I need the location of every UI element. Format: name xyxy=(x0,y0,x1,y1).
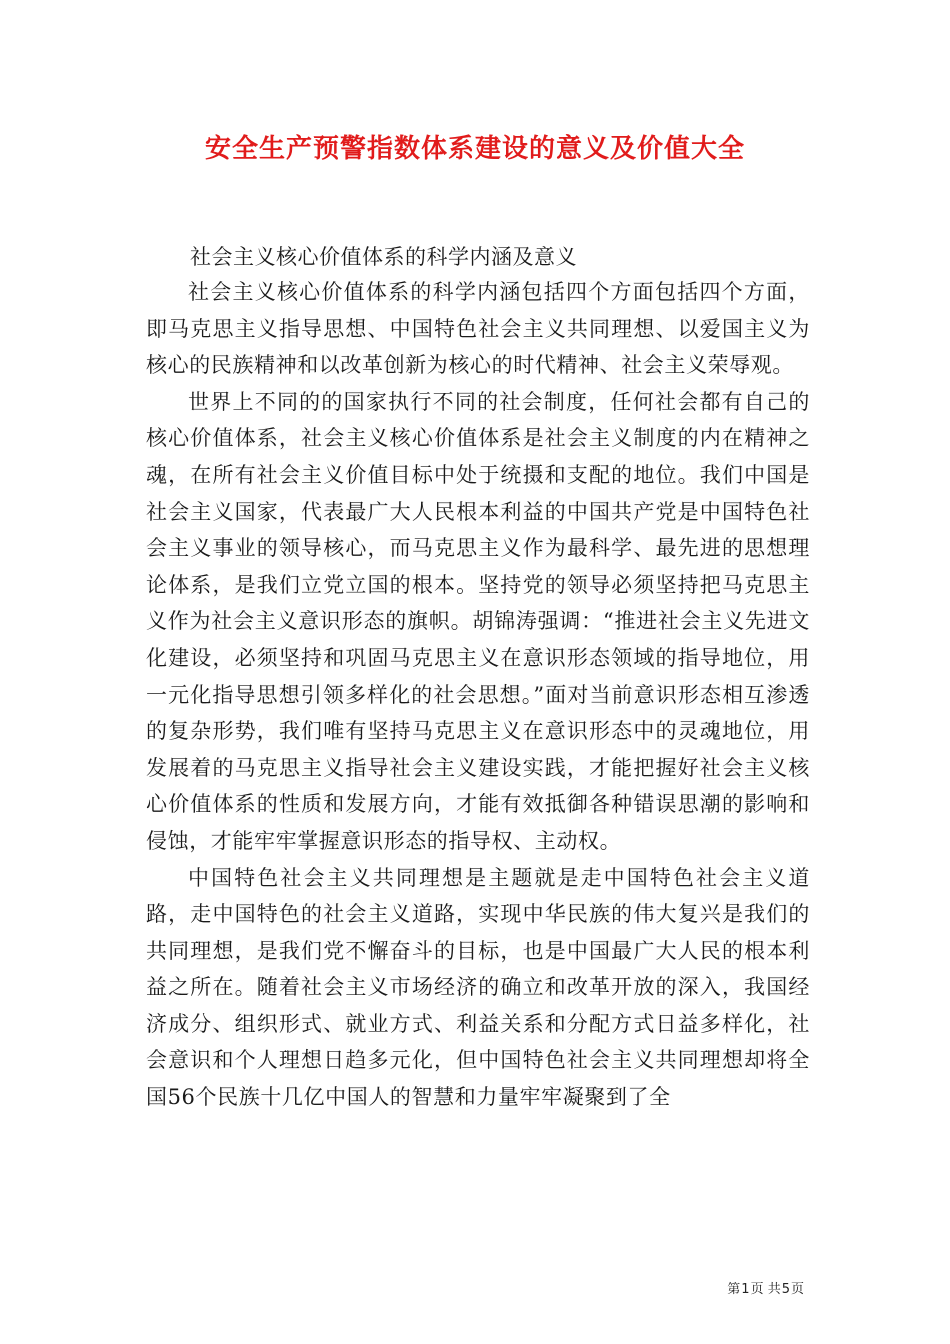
footer-current-page: 1 xyxy=(741,1282,750,1297)
section-subtitle: 社会主义核心价值体系的科学内涵及意义 xyxy=(190,245,577,269)
paragraph-2: 世界上不同的的国家执行不同的社会制度，任何社会都有自己的核心价值体系，社会主义核心价值体系是社会主义制度的内在精神之魂，在所有社会主义价值目标中处于统摄和支配的地位。我们中国是社会主义国家，代表最广大人民根本利益的中国共产党是中国特色社会主义事业的领导核心，而马克思主义作为最科学、最先进的思想理论体系，是我们立党立国的根本。坚持党的领导必须坚持把马克思主义作为社会主义意识形态的旗帜。胡锦涛强调：“推进社会主义先进文化建设，必须坚持和巩固马克思主义在意识形态领域的指导地位，用一元化指导思想引领多样化的社会思想。”面对当前意识形态相互渗透的复杂形势，我们唯有坚持马克思主义在意识形态中的灵魂地位，用发展着的马克思主义指导社会主义建设实践，才能把握好社会主义核心价值体系的性质和发展方向，才能有效抵御各种错误思潮的影响和侵蚀，才能牢牢掌握意识形态的指导权、主动权。 xyxy=(146,389,810,853)
footer-prefix: 第 xyxy=(727,1282,741,1297)
footer-suffix: 页 xyxy=(790,1282,804,1297)
page-footer xyxy=(727,1278,804,1297)
paragraph-1: 社会主义核心价值体系的科学内涵包括四个方面包括四个方面，即马克思主义指导思想、中国特色社会主义共同理想、以爱国主义为核心的民族精神和以改革创新为核心的时代精神、社会主义荣辱观。 xyxy=(146,280,810,378)
paragraph-3: 中国特色社会主义共同理想是主题就是走中国特色社会主义道路，走中国特色的社会主义道路，实现中华民族的伟大复兴是我们的共同理想，是我们党不懈奋斗的目标，也是中国最广大人民的根本利益之所在。随着社会主义市场经济的确立和改革开放的深入，我国经济成分、组织形式、就业方式、利益关系和分配方式日益多样化，社会意识和个人理想日趋多元化，但中国特色社会主义共同理想却将全国56个民族十几亿中国人的智慧和力量牢牢凝聚到了全 xyxy=(146,865,810,1110)
body-text xyxy=(146,274,810,1116)
document-title: 安全生产预警指数体系建设的意义及价值大全 xyxy=(204,134,745,164)
footer-middle: 页 共 xyxy=(750,1282,781,1297)
footer-total-pages: 5 xyxy=(781,1282,790,1297)
